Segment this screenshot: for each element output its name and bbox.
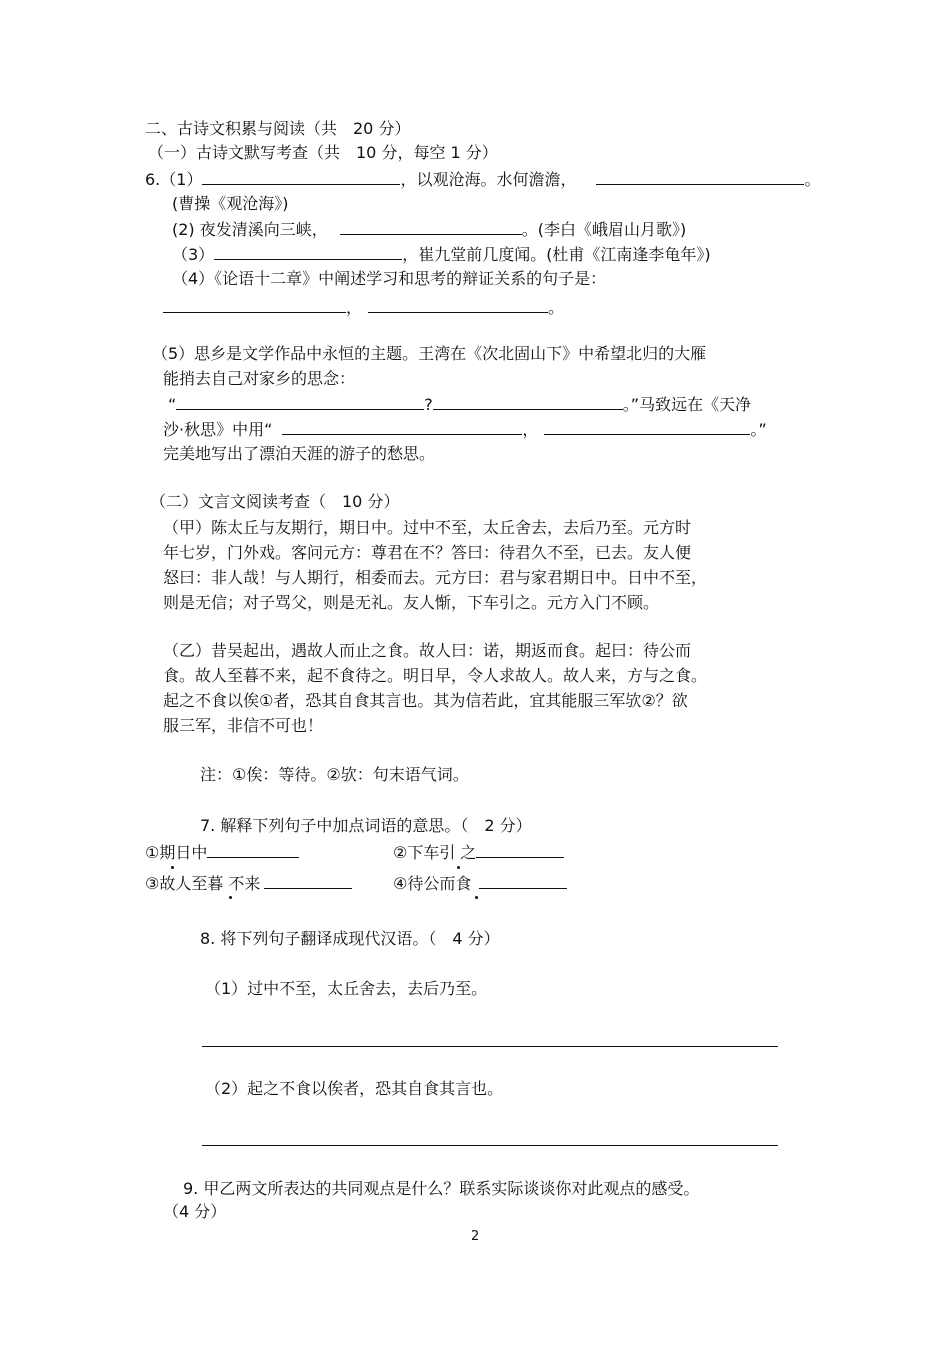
answer-blank[interactable] <box>479 872 567 889</box>
q6-line1: 6.（1） ，以观沧海。水何澹澹， 。 <box>145 170 821 189</box>
page-number: 2 <box>471 1229 480 1244</box>
passage-a-line: 年七岁，门外戏。客问元方：尊君在不？答曰：待君久不至，已去。友人便 <box>163 543 692 562</box>
q6-line5: ， 。 <box>163 296 564 319</box>
q7-item2: ②下车引 之 <box>393 841 564 864</box>
q6-source1: (曹操《观沧海》) <box>172 194 289 213</box>
part2-title: （二）文言文阅读考查（ 10 分） <box>150 492 400 511</box>
answer-blank[interactable] <box>264 872 352 889</box>
q9-line2: （4 分） <box>163 1202 227 1221</box>
answer-blank[interactable] <box>207 841 299 858</box>
q7-item4: ④待公而食 <box>393 872 567 895</box>
answer-blank[interactable] <box>202 168 400 185</box>
passage-b-line: （乙）昔吴起出，遇故人而止之食。故人曰：诺，期返而食。起曰：待公而 <box>163 641 692 660</box>
answer-blank[interactable] <box>596 168 804 185</box>
passage-b-line: 食。故人至暮不来，起不食待之。明日早，令人求故人。故人来，方与之食。 <box>163 666 708 685</box>
emphasis-dot <box>229 896 232 899</box>
q7-title: 7. 解释下列句子中加点词语的意思。（ 2 分） <box>200 816 532 835</box>
q6-line4: （4）《论语十二章》中阐述学习和思考的辩证关系的句子是： <box>172 269 607 288</box>
answer-blank[interactable] <box>433 393 623 410</box>
passage-b-line: 起之不食以俟①者，恐其自食其言也。其为信若此，宜其能服三军欤②？欲 <box>163 691 688 710</box>
annotation-note: 注：①俟：等待。②欤：句末语气词。 <box>200 765 469 784</box>
emphasis-dot <box>475 896 478 899</box>
passage-a-line: 则是无信；对子骂父，则是无礼。友人惭，下车引之。元方入门不顾。 <box>163 593 660 612</box>
answer-line[interactable] <box>202 1046 778 1047</box>
q8-title: 8. 将下列句子翻译成现代汉语。（ 4 分） <box>200 929 500 948</box>
passage-a-line: 怒曰：非人哉！与人期行，相委而去。元方曰：君与家君期日中。日中不至， <box>163 568 708 587</box>
q9-line1: 9. 甲乙两文所表达的共同观点是什么？联系实际谈谈你对此观点的感受。 <box>183 1179 700 1198</box>
q6-line7: 能捎去自己对家乡的思念： <box>163 369 356 388</box>
q8-sentence2: （2）起之不食以俟者，恐其自食其言也。 <box>205 1079 504 1098</box>
answer-blank[interactable] <box>176 393 424 410</box>
q6-line8: “ ? 。”马致远在《天净 <box>168 395 752 414</box>
answer-blank[interactable] <box>544 418 750 435</box>
passage-b-line: 服三军，非信不可也！ <box>163 716 324 735</box>
q6-line2: (2) 夜发清溪向三峡， 。(李白《峨眉山月歌》) <box>172 220 687 239</box>
q6-line10: 完美地写出了漂泊天涯的游子的愁思。 <box>163 444 436 463</box>
q7-item1: ①期日中 <box>145 841 299 864</box>
q6-line6: （5）思乡是文学作品中永恒的主题。王湾在《次北固山下》中希望北归的大雁 <box>152 344 707 363</box>
q8-sentence1: （1）过中不至，太丘舍去，去后乃至。 <box>205 979 488 998</box>
passage-a-line: （甲）陈太丘与友期行，期日中。过中不至，太丘舍去，去后乃至。元方时 <box>163 518 692 537</box>
answer-line[interactable] <box>202 1145 778 1146</box>
q6-line9: 沙·秋思》中用“ ， 。” <box>163 420 767 439</box>
answer-blank[interactable] <box>214 243 402 260</box>
answer-blank[interactable] <box>476 841 564 858</box>
part1-title: （一）古诗文默写考查（共 10 分，每空 1 分） <box>148 143 498 162</box>
q6-line3: （3） ，崔九堂前几度闻。(杜甫《江南逢李龟年》) <box>172 245 711 264</box>
emphasis-dot <box>457 866 460 869</box>
emphasis-dot <box>171 866 174 869</box>
answer-blank[interactable] <box>282 418 522 435</box>
answer-blank[interactable] <box>340 218 522 235</box>
answer-blank[interactable] <box>368 296 548 313</box>
answer-blank[interactable] <box>163 296 346 313</box>
q7-item3: ③故人至暮 不来 <box>145 872 352 895</box>
section-title: 二、古诗文积累与阅读（共 20 分） <box>145 119 411 138</box>
